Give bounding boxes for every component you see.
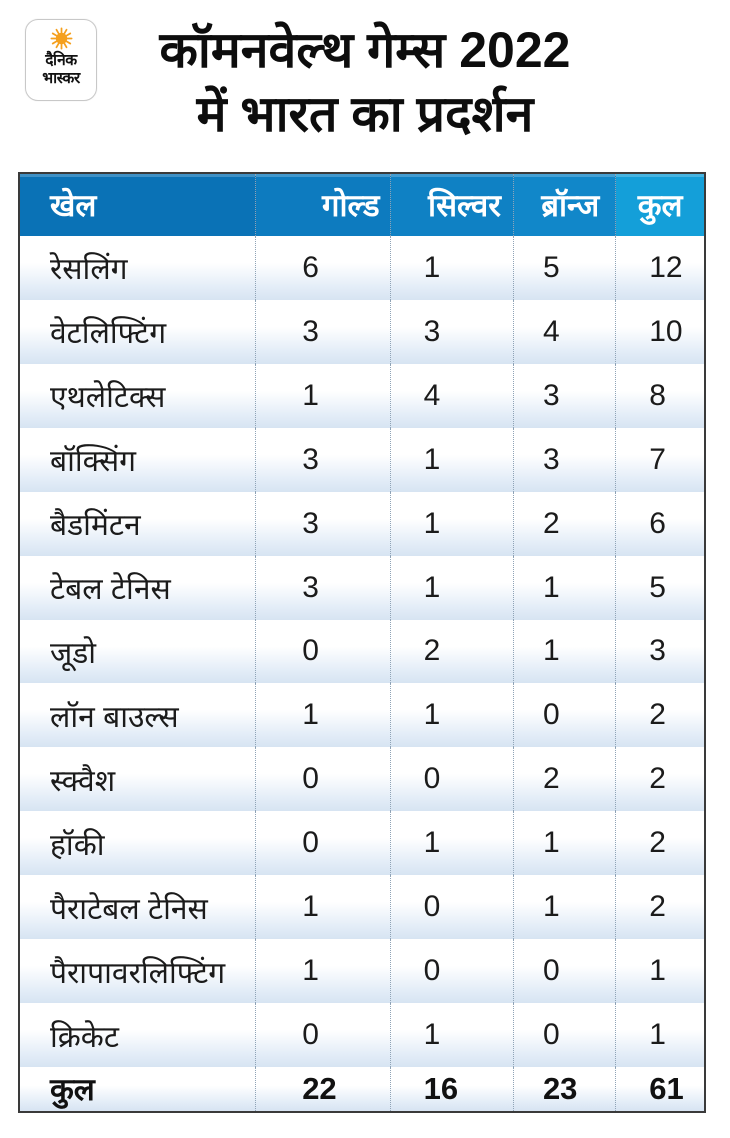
logo-text-line1: दैनिक bbox=[45, 52, 77, 69]
medal-count: 3 bbox=[513, 364, 615, 428]
medal-count: 1 bbox=[513, 875, 615, 939]
medal-count: 1 bbox=[256, 683, 390, 747]
medal-count: 1 bbox=[256, 939, 390, 1003]
medal-count: 10 bbox=[616, 300, 705, 364]
medal-count: 3 bbox=[256, 492, 390, 556]
medal-count: 1 bbox=[390, 1003, 513, 1067]
medal-count: 2 bbox=[390, 620, 513, 684]
page-title bbox=[0, 18, 730, 146]
header-cell-bronze: ब्रॉन्ज bbox=[513, 173, 615, 236]
medal-count: 0 bbox=[256, 811, 390, 875]
sport-name: टेबल टेनिस bbox=[19, 556, 256, 620]
logo-text-line2: भास्कर bbox=[42, 69, 80, 87]
table-row bbox=[19, 811, 705, 875]
sport-name: क्रिकेट bbox=[19, 1003, 256, 1067]
medal-count: 1 bbox=[256, 875, 390, 939]
header-cell-gold: गोल्ड bbox=[256, 173, 390, 236]
page-title-line1: कॉमनवेल्थ गेम्स 2022 bbox=[159, 22, 571, 78]
table-body bbox=[19, 236, 705, 1067]
total-row bbox=[19, 1067, 705, 1112]
header-cell-silver: सिल्वर bbox=[390, 173, 513, 236]
medal-count: 7 bbox=[616, 428, 705, 492]
table-row bbox=[19, 556, 705, 620]
header-cell-total: कुल bbox=[616, 173, 705, 236]
medal-count: 1 bbox=[390, 683, 513, 747]
medal-count: 1 bbox=[616, 1003, 705, 1067]
medal-count: 3 bbox=[256, 300, 390, 364]
medal-count: 1 bbox=[513, 556, 615, 620]
total-overall-count: 61 bbox=[616, 1067, 705, 1112]
total-gold-count: 22 bbox=[256, 1067, 390, 1112]
sport-name: रेसलिंग bbox=[19, 236, 256, 300]
sport-name: पैरापावरलिफ्टिंग bbox=[19, 939, 256, 1003]
medal-count: 2 bbox=[616, 811, 705, 875]
medal-count: 3 bbox=[256, 428, 390, 492]
medal-count: 3 bbox=[513, 428, 615, 492]
total-bronze-count: 23 bbox=[513, 1067, 615, 1112]
table-row bbox=[19, 875, 705, 939]
medal-count: 1 bbox=[390, 428, 513, 492]
medal-count: 0 bbox=[256, 620, 390, 684]
medal-count: 4 bbox=[513, 300, 615, 364]
total-silver-count: 16 bbox=[390, 1067, 513, 1112]
table-row bbox=[19, 236, 705, 300]
medal-count: 1 bbox=[390, 556, 513, 620]
medal-count: 0 bbox=[390, 939, 513, 1003]
table-row bbox=[19, 620, 705, 684]
table-row bbox=[19, 683, 705, 747]
table-row bbox=[19, 939, 705, 1003]
table-row bbox=[19, 1003, 705, 1067]
medal-count: 2 bbox=[616, 683, 705, 747]
sport-name: वेटलिफ्टिंग bbox=[19, 300, 256, 364]
header-row bbox=[19, 173, 705, 236]
medal-count: 0 bbox=[390, 747, 513, 811]
medal-count: 0 bbox=[513, 683, 615, 747]
medal-count: 5 bbox=[616, 556, 705, 620]
table-row bbox=[19, 428, 705, 492]
sport-name: बैडमिंटन bbox=[19, 492, 256, 556]
medal-count: 0 bbox=[256, 1003, 390, 1067]
medal-count: 2 bbox=[616, 747, 705, 811]
medal-count: 0 bbox=[390, 875, 513, 939]
sport-name: बॉक्सिंग bbox=[19, 428, 256, 492]
medal-count: 1 bbox=[616, 939, 705, 1003]
table-row bbox=[19, 364, 705, 428]
medals-table bbox=[18, 172, 706, 1113]
medal-count: 4 bbox=[390, 364, 513, 428]
medal-count: 8 bbox=[616, 364, 705, 428]
medal-count: 6 bbox=[256, 236, 390, 300]
sport-name: स्क्वैश bbox=[19, 747, 256, 811]
total-row-label: कुल bbox=[19, 1067, 256, 1112]
medal-count: 2 bbox=[616, 875, 705, 939]
medal-count: 5 bbox=[513, 236, 615, 300]
medal-count: 6 bbox=[616, 492, 705, 556]
page-title-line2: में भारत का प्रदर्शन bbox=[196, 86, 534, 142]
medal-count: 1 bbox=[390, 811, 513, 875]
sport-name: एथलेटिक्स bbox=[19, 364, 256, 428]
medal-count: 0 bbox=[513, 1003, 615, 1067]
medal-count: 3 bbox=[616, 620, 705, 684]
sport-name: पैराटेबल टेनिस bbox=[19, 875, 256, 939]
medal-count: 1 bbox=[390, 236, 513, 300]
medal-count: 1 bbox=[390, 492, 513, 556]
sport-name: हॉकी bbox=[19, 811, 256, 875]
table-row bbox=[19, 492, 705, 556]
header-cell-sport: खेल bbox=[19, 173, 256, 236]
medal-count: 0 bbox=[513, 939, 615, 1003]
medal-count: 1 bbox=[513, 620, 615, 684]
sport-name: लॉन बाउल्स bbox=[19, 683, 256, 747]
medal-count: 12 bbox=[616, 236, 705, 300]
medal-count: 0 bbox=[256, 747, 390, 811]
medal-count: 3 bbox=[256, 556, 390, 620]
medal-count: 3 bbox=[390, 300, 513, 364]
table-row bbox=[19, 300, 705, 364]
medal-count: 2 bbox=[513, 747, 615, 811]
medal-count: 2 bbox=[513, 492, 615, 556]
medal-count: 1 bbox=[256, 364, 390, 428]
table-row bbox=[19, 747, 705, 811]
medal-count: 1 bbox=[513, 811, 615, 875]
sport-name: जूडो bbox=[19, 620, 256, 684]
